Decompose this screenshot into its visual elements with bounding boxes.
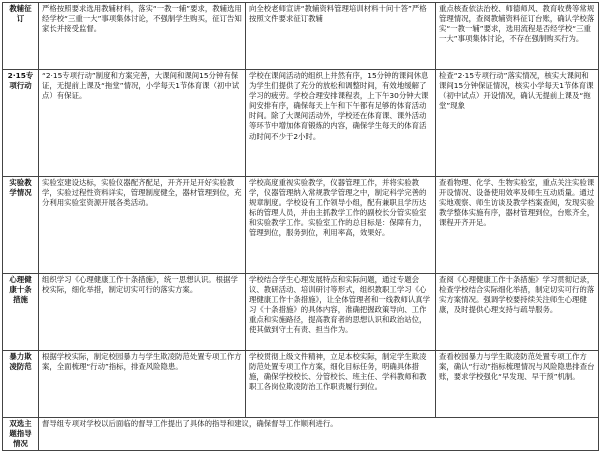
inspection-cell: 查阅《心理健康工作十条措施》学习贯彻记录，检查学校结合实际细化举措，制定切实可行的落实方案情况。强调学校要持续关注师生心理健康，及时提供心理支持与疏导服务。 xyxy=(436,274,599,351)
table-row-215 xyxy=(3,70,599,177)
summary-text: 督导组专项对学校以后面临的督导工作提出了具体的指导和建议，确保督导工作顺利进行。 xyxy=(39,418,599,451)
practice-cell: 学校贯彻上级文件精神，立足本校实际，制定学生欺凌防范处置专项工作方案，细化目标任务，明确具体措施，确保学校校长、分管校长、班主任、学科教师和教职工各岗位欺凌防治工作职责履行到位。 xyxy=(246,351,436,418)
inspection-cell: 查看校园暴力与学生欺凌防范处置专项工作方案，确认“行动”指标梳理情况与风险隐患排查台账，要求学校强化“早发现、早干预”机制。 xyxy=(436,351,599,418)
inspection-cell: 检查“2·15专项行动”落实情况，核实大课间和课间15分钟保证情况，核实小学每天1节体育课（初中试点）开设情况，确认无提前上课及“拖堂”现象 xyxy=(436,70,599,177)
requirement-cell: 组织学习《心理健康工作十条措施》，统一思想认识。根据学校实际，细化举措，制定切实可行的落实方案。 xyxy=(39,274,246,351)
practice-cell: 学校在课间活动的组织上井然有序，15分钟的课间休息为学生们提供了充分的放松和调整时间，有效地缓解了学习的疲劳。学校合理安排课程表，上下午30分钟大课间安排有序，确保每天上午和下午都有足够的体育活动时间。除了大课间活动外，学校还在体育课、课外活动等环节中增加体育锻炼的内容，确保学生每天的体育活动时间不少于2小时。 xyxy=(246,70,436,177)
table-row-mental-health xyxy=(3,274,599,351)
practice-cell: 向全校老师宣讲“教辅资料管理培训材料十问十答”严格按照文件要求征订教辅 xyxy=(246,3,436,70)
table-row-bullying xyxy=(3,351,599,418)
practice-cell: 学校结合学生心理发展特点和实际问题，通过专题会议、教研活动、培训研讨等形式，组织教职工学习《心理健康工作十条措施》，让全体管理者和一线教师认真学习《十条措施》的具体内容，准确把握政策导向、工作重点和实施路径，提高教育者的思想认识和政治站位，使其做到守土有责、担当作为。 xyxy=(246,274,436,351)
category-cell: 暴力欺凌防范 xyxy=(3,351,39,418)
requirement-cell: 严格按照要求选用教辅材料，落实“一教一辅”要求，教辅选用经学校“三重一大”事项集体讨论，不强制学生购买，征订告知家长并接受监督。 xyxy=(39,3,246,70)
category-cell: 教辅征订 xyxy=(3,3,39,70)
practice-cell: 学校高度重视实验教学，仪器管理工作，并将实验教学，仪器管理纳入常规教学管理之中，制定科学完善的规章制度。学校设有工作领导小组，配有兼职且学历达标的管理人员，并由主抓教学工作的副校长分管实验室和实验教学工作。实验室工作的总目标是：保障有力，管理到位，服务到位，利用率高，效果好。 xyxy=(246,177,436,274)
category-cell: 实验教学情况 xyxy=(3,177,39,274)
inspection-cell: 查看物理、化学、生物实验室，重点关注实验课开设情况、设备使用效率及师生互动质量。通过实地观察、师生访谈及教学档案查阅，发现实验教学整体实施有序，器材管理到位，台账齐全，课程开齐开足。 xyxy=(436,177,599,274)
summary-label: 双选主题指导情况 xyxy=(3,418,39,451)
requirement-cell: 实验室建设达标，实验仪器配齐配足，开齐开足开好实验教学，实验过程性资料详实，管理制度健全，器材管理到位，充分利用实验室资源开展各类活动。 xyxy=(39,177,246,274)
table-row-textbook xyxy=(3,3,599,70)
table-row-experiment xyxy=(3,177,599,274)
inspection-cell: 重点核查依法治校、师德师风、教育收费等常规管理情况，查阅教辅资料征订台账，确认学校落实“一教一辅”要求，选用流程是否经学校“三重一大”事项集体讨论，不存在强制购买行为。 xyxy=(436,3,599,70)
category-cell: 心理健康十条措施 xyxy=(3,274,39,351)
category-cell: 2·15专项行动 xyxy=(3,70,39,177)
requirement-cell: “2·15专项行动”制度和方案完善，大课间和课间15分钟有保证，无提前上课及“拖堂”情况，小学每天1节体育课（初中试点）有保证。 xyxy=(39,70,246,177)
requirement-cell: 根据学校实际，制定校园暴力与学生欺凌防范处置专项工作方案，全面梳理“行动”指标，排查风险隐患。 xyxy=(39,351,246,418)
table-row-summary xyxy=(3,418,599,451)
inspection-table xyxy=(2,2,599,451)
